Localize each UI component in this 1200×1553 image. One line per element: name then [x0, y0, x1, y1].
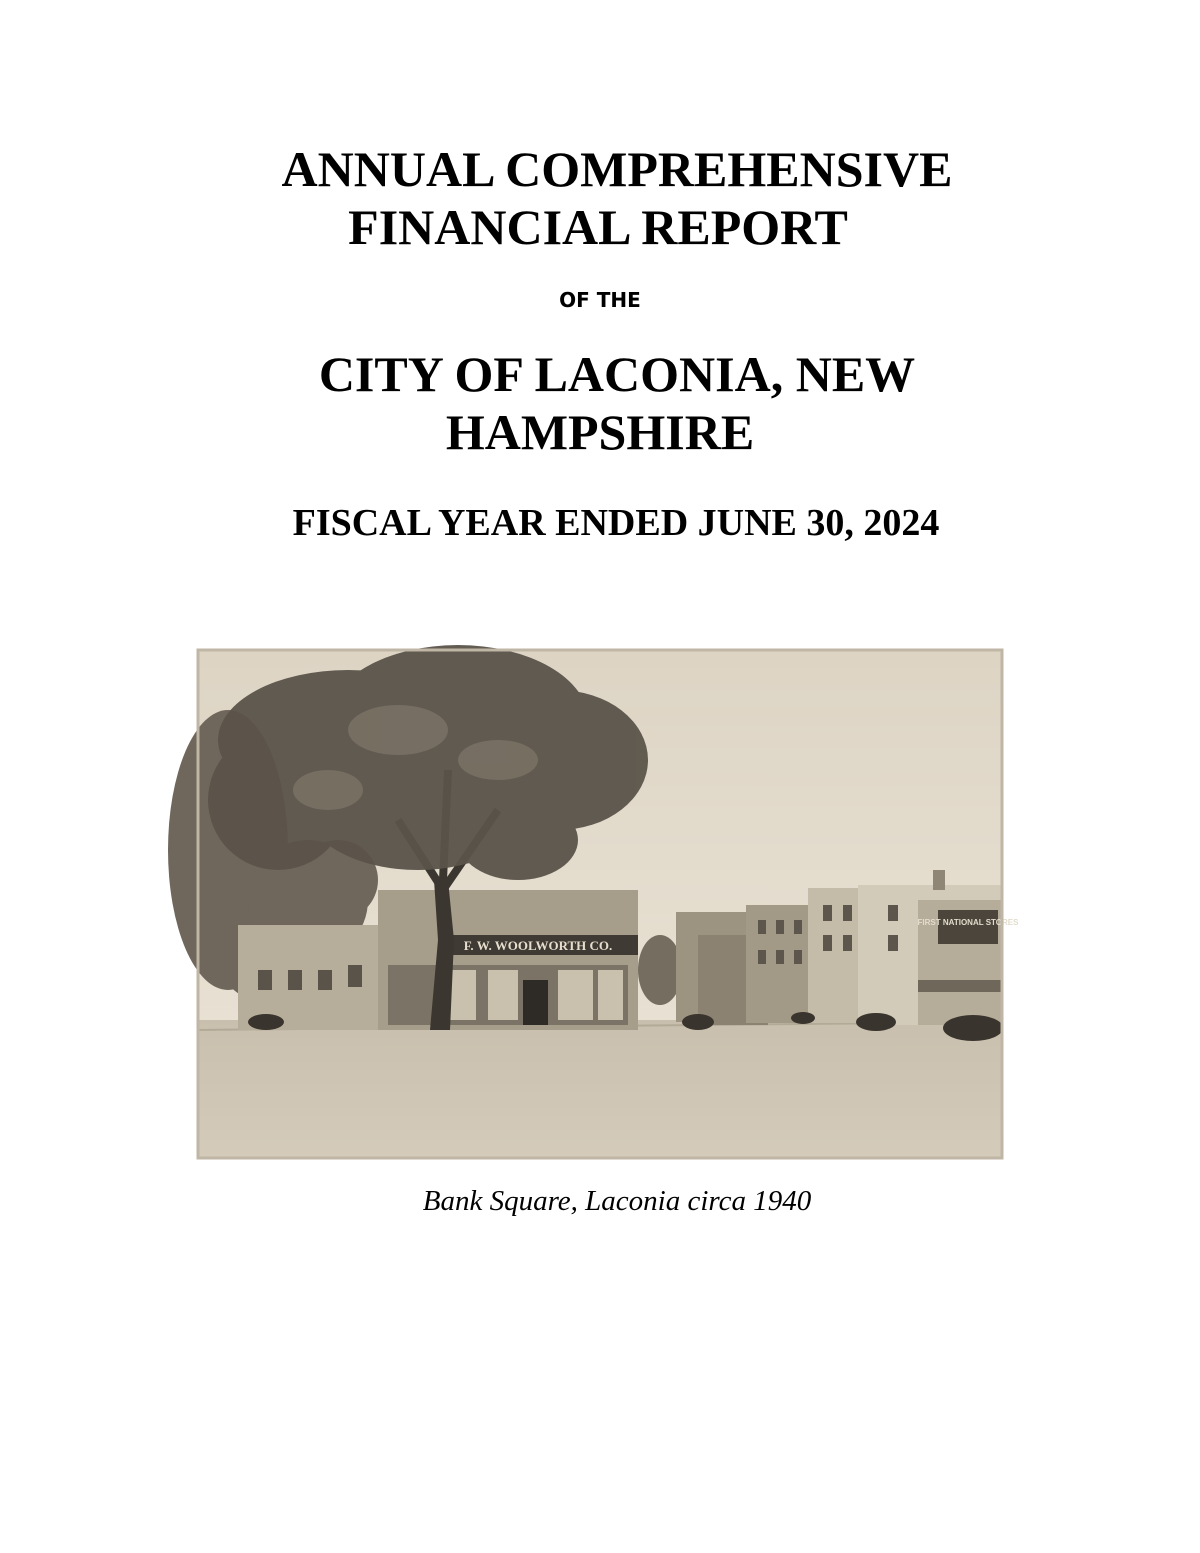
- report-title: [0, 140, 1200, 256]
- right-store-sign: FIRST NATIONAL STORES: [917, 918, 1019, 927]
- bank-square-photo: [198, 650, 1019, 1158]
- city-name-line-1: CITY OF LACONIA, NEW: [318, 346, 916, 402]
- report-title-line-2: FINANCIAL REPORT: [348, 199, 848, 255]
- storefront-sign: F. W. WOOLWORTH CO.: [463, 938, 613, 953]
- of-the-label: OF THE: [559, 288, 641, 312]
- photo-caption: Bank Square, Laconia circa 1940: [422, 1185, 812, 1217]
- city-name: [0, 345, 1200, 461]
- report-title-line-1: ANNUAL COMPREHENSIVE: [281, 141, 953, 197]
- city-name-line-2: HAMPSHIRE: [445, 404, 755, 460]
- fiscal-year-heading: FISCAL YEAR ENDED JUNE 30, 2024: [292, 502, 940, 544]
